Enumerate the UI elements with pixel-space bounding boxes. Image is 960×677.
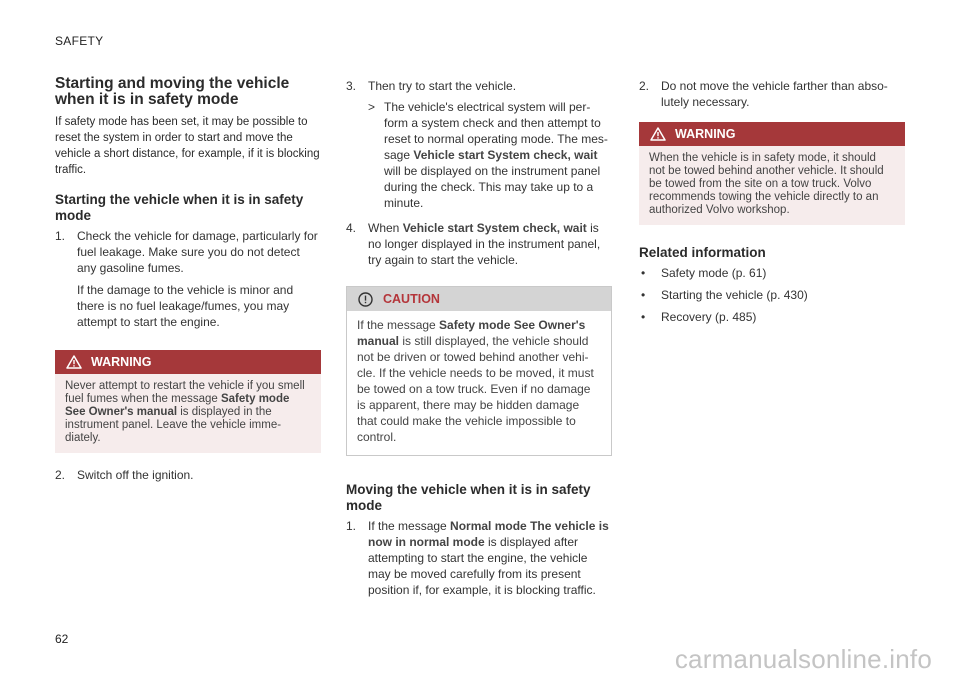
related-links-list — [639, 265, 905, 325]
move-step-1 — [346, 518, 612, 598]
caution-text — [347, 311, 611, 455]
message-term: Vehicle start System check, wait — [413, 148, 598, 162]
step-number: 4. — [346, 221, 357, 235]
step-text-part: is no longer displayed in the instrument panel, try again to start the vehicle. — [368, 221, 601, 267]
caution-text-part: If the message — [357, 318, 440, 332]
section-heading-starting: Starting the vehicle when it is in safety mode — [55, 192, 304, 223]
warning-header — [639, 122, 905, 146]
step-number: 1. — [346, 519, 357, 533]
result-marker: > — [368, 100, 376, 114]
column-3 — [639, 78, 905, 331]
intro-paragraph: If safety mode has been set, it may be possible to reset the system in order to start and move the vehicle a short distance, for example, if it is blocking traffic. — [55, 116, 320, 176]
warning-text-part: is displayed in the instrument panel. Leave the vehicle imme-diately. — [65, 406, 282, 444]
step-text: Do not move the vehicle farther than abso-lutely necessary. — [661, 79, 888, 109]
bullet: • — [641, 266, 646, 280]
warning-box-fuel — [55, 350, 321, 453]
related-information-heading: Related information — [639, 245, 766, 260]
bullet: • — [641, 310, 646, 324]
warning-label: WARNING — [91, 355, 152, 369]
warning-text-part: Never attempt to restart the vehicle if you smell fuel fumes when the message — [65, 380, 305, 405]
step-text: Check the vehicle for damage, particularly for fuel leakage. Make sure you do not detect any gasoline fumes. — [77, 229, 318, 275]
related-link-text[interactable]: Recovery (p. 485) — [661, 310, 757, 324]
warning-label: WARNING — [675, 127, 736, 141]
warning-triangle-icon — [649, 126, 667, 142]
related-link-recovery[interactable] — [639, 309, 905, 325]
related-link-text[interactable]: Starting the vehicle (p. 430) — [661, 288, 808, 302]
page-number: 62 — [55, 632, 69, 646]
column-2 — [346, 78, 612, 598]
step-continuation: If the damage to the vehicle is minor and there is no fuel leakage/fumes, you may attempt to start the engine. — [77, 283, 294, 329]
step-number: 2. — [55, 468, 66, 482]
message-term: Vehicle start System check, wait — [402, 221, 587, 235]
message-term: Normal mode The vehicle is now in normal mode — [368, 519, 609, 549]
column-1 — [55, 76, 321, 483]
caution-exclamation-circle-icon — [357, 291, 373, 307]
bullet: • — [641, 288, 646, 302]
caution-box — [346, 286, 612, 456]
section-heading-moving: Moving the vehicle when it is in safety mode — [346, 482, 591, 513]
warning-header — [55, 350, 321, 374]
step-text-part: If the message — [368, 519, 451, 533]
start-step-3 — [346, 78, 612, 211]
section-header: SAFETY — [55, 34, 104, 48]
step-number: 1. — [55, 229, 66, 243]
message-term: Safety mode See Owner's manual — [357, 318, 586, 348]
result-text-part: The vehicle's electrical system will per-form a system check and then attempt to reset to normal operating mode. The mes-sage — [384, 100, 608, 162]
result-text-part: will be displayed on the instrument panel during the check. This may take up to a minute. — [384, 164, 601, 210]
watermark-text: carmanualsonline.info — [674, 644, 932, 674]
move-step-2 — [639, 78, 905, 110]
message-term: Safety mode See Owner's manual — [65, 393, 290, 418]
step-number: 3. — [346, 79, 357, 93]
step-text: Switch off the ignition. — [77, 468, 194, 482]
step-text: Then try to start the vehicle. — [368, 79, 517, 93]
related-link-safety-mode[interactable] — [639, 265, 905, 281]
warning-text: When the vehicle is in safety mode, it should not be towed behind another vehicle. It should be towed from the site on a tow truck. Volvo recommends towing the vehicle directly to an authorized Volvo workshop. — [649, 152, 884, 216]
warning-triangle-icon — [65, 354, 83, 370]
related-link-starting-vehicle[interactable] — [639, 287, 905, 303]
page-title: Starting and moving the vehicle when it is in safety mode — [55, 75, 290, 108]
step-number: 2. — [639, 79, 650, 93]
step-result — [368, 99, 612, 211]
caution-label: CAUTION — [383, 292, 440, 306]
start-step-1 — [55, 228, 321, 330]
start-step-4 — [346, 220, 612, 268]
warning-text — [55, 374, 321, 453]
related-link-text[interactable]: Safety mode (p. 61) — [661, 266, 767, 280]
warning-box-towing — [639, 122, 905, 225]
step-text-part: When — [368, 221, 403, 235]
step-text-part: is displayed after attempting to start the engine, the vehicle may be moved carefully from its present position if, for example, it is blocking traffic. — [368, 535, 596, 597]
start-step-2 — [55, 467, 321, 483]
caution-text-part: is still displayed, the vehicle should not be driven or towed behind another vehi-cle. If the vehicle needs to be moved, it must be towed on a tow truck. Even if no damage is apparent, there may be hidden damage that could make the vehicle impossible to control. — [357, 334, 594, 444]
caution-header — [347, 287, 611, 311]
